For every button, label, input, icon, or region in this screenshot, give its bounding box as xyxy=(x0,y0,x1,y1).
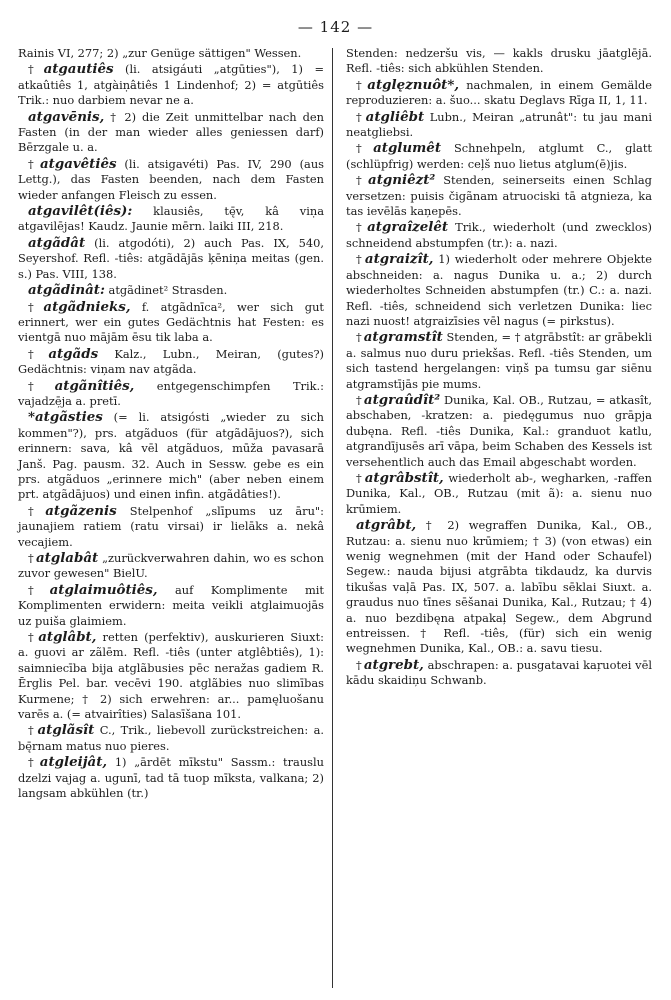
obsolete-marker: † xyxy=(28,62,42,77)
obsolete-marker: † xyxy=(28,723,36,738)
entry-text: (li. atsigáuti „atgūties"), 1) = atkaûtiês 1, atgàiṇâtiês 1 Lindenhof; 2) = atgūtiês Trik.: nuo darbiem nevar ne a. xyxy=(18,62,324,108)
headword: atgãdinât: xyxy=(28,282,105,299)
entry-text: auf Komplimente mit Komplimenten erwidern: meita veikli atglaimuojās uz puiša glaimiem. xyxy=(18,582,324,628)
headword: atgãds xyxy=(48,345,99,362)
headword: atgleijât, xyxy=(39,754,108,771)
headword: atgavēnis, xyxy=(28,108,105,125)
headword: atgniêzt² xyxy=(368,172,436,189)
entry-text: Schnehpeln, atglumt C., glatt (schlüpfrig) werden: ceļš nuo lietus atglum(ē)jis. xyxy=(346,141,652,171)
headword: atgrâbt, xyxy=(356,517,417,534)
dictionary-entry xyxy=(18,46,324,61)
obsolete-marker: † xyxy=(356,470,363,485)
dictionary-entry xyxy=(18,551,324,582)
obsolete-marker: † xyxy=(28,156,38,171)
dictionary-entry xyxy=(18,236,324,282)
dictionary-entry xyxy=(18,379,324,410)
obsolete-marker: † xyxy=(28,551,34,565)
obsolete-marker: † xyxy=(356,252,363,267)
entry-text: f. atgãdnīca², wer sich gut erinnert, wer ein gutes Gedächtnis hat Festen: es vientgā nuo mājām ēsu tik laba a. xyxy=(18,299,324,345)
obsolete-marker: † xyxy=(356,109,364,124)
entry-text: Lubn., Meiran „atrunât": tu jau mani neatgliebsi. xyxy=(346,109,653,140)
entry-text: abschrapen: a. pusgatavai kaŗuotei vēl kādu skaidiņu Schwanb. xyxy=(346,657,652,688)
headword: atgãnîtiês, xyxy=(54,377,135,394)
entry-text: † 2) wegraffen Dunika, Kal., OB., Rutzau: a. sienu nuo krūmiem; † 3) (von etwas) ein wenig wegnehmen (mit der Hand oder Schaufel) Segew.: nauda bijusi atgrābta tikdaudz, ka durvis tikušas vaļā Pas. IX, 507. a. labību sēklai Siuxt. a. graudus nuo tīnes sēšanai Dunika, Kal., Rutzau; † 4) a. nuo bezdibęna atpakaļ Segew., dem Abgrund entreissen. † Refl. -tiês, (für) sich ein wenig wegnehmen Dunika, Kal., OB.: a. savu tiesu. xyxy=(346,518,652,656)
dictionary-entry xyxy=(346,518,652,657)
headword: atglumêt xyxy=(373,140,441,157)
obsolete-marker: † xyxy=(356,141,372,156)
entry-text: klausiês, tę̄v, kâ viṇa atgavilējas! Kaudz. Jaunie mērn. laiki III, 218. xyxy=(18,204,324,234)
dictionary-entry xyxy=(346,110,652,141)
obsolete-marker: † xyxy=(28,378,53,393)
headword: atgavilêt(iês): xyxy=(28,203,133,220)
entry-text: Kalz., Lubn., Meiran, (gutes?) Gedächtnis: viņam nav atgãda. xyxy=(18,346,325,377)
entry-text: Stenden: nedzeršu vis, — kakls drusku jāatglējā. Refl. -tiês: sich abkühlen Stenden. xyxy=(346,46,652,76)
obsolete-marker: † xyxy=(28,582,48,597)
dictionary-entry xyxy=(18,755,324,801)
headword: atglęznuôt*, xyxy=(367,76,459,93)
headword: atgrebt, xyxy=(363,656,424,673)
dictionary-entry xyxy=(346,220,652,251)
obsolete-marker: † xyxy=(356,173,367,188)
entry-text: atgãdinet² Strasden. xyxy=(104,283,228,298)
dictionary-entry xyxy=(18,630,324,722)
headword: atgãzenis xyxy=(45,502,117,519)
headword: atgautiês xyxy=(43,61,114,78)
dictionary-entry xyxy=(346,330,652,392)
entry-text: (= li. atsigósti „wieder zu sich kommen"?), prs. atgãduos (für atgãdājuos?), sich erinnern: sava, kâ vēl atgãduos, mūža pavasarā Janš. Pag. pausm. 32. Auch in Sessw. gebe es ein prs. atgãduos „erinnere mich" (aber neben einem prt. atgãdājuos) und einen infin. atgãdâties!). xyxy=(18,410,324,502)
headword: atgãdât xyxy=(28,234,86,251)
obsolete-marker: † xyxy=(356,657,362,672)
dictionary-entry xyxy=(18,504,324,550)
headword: atgliêbt xyxy=(365,108,425,125)
page-number: — 142 — xyxy=(297,18,374,36)
dictionary-entry xyxy=(18,110,324,156)
entry-text: Trik., wiederholt (und zwecklos) schneidend abstumpfen (tr.): a. nazi. xyxy=(346,220,652,250)
left-column xyxy=(18,46,324,803)
entry-text: „zurückverwahren dahin, wo es schon zuvor gewesen" BielU. xyxy=(18,551,324,581)
headword: atgramstît xyxy=(363,329,443,346)
headword: atgãdnieks, xyxy=(43,298,131,315)
obsolete-marker: † xyxy=(356,330,362,345)
entry-text: wiederholt ab-, wegharken, -raffen Dunika, Kal., OB., Rutzau (mit ã): a. sienu nuo krūmiem. xyxy=(346,470,652,516)
obsolete-marker: † xyxy=(28,503,44,518)
column-divider xyxy=(332,48,333,988)
entry-text: retten (perfektiv), auskurieren Siuxt: a. guovi ar zãlēm. Refl. -tiês (unter atglêbtiês), 1): saimniecība bija atglãbusies pēc neražas gadiem R. Ērglis Pel. bar. vecēvi 190. atglãbies nuo slimības Kurmene; † 2) sich erwehren: ar... pamęluošanu varēs a. (= atvairîties) Salasīšana 101. xyxy=(18,630,324,722)
dictionary-entry xyxy=(346,252,652,329)
dictionary-entry xyxy=(346,173,652,219)
dictionary-entry xyxy=(18,300,324,346)
entry-text: (li. atsigavéti) Pas. IV, 290 (aus Lettg.), das Fasten beenden, nach dem Fasten wieder anfangen Fleisch zu essen. xyxy=(18,156,324,202)
headword: atgrâbstît, xyxy=(364,469,444,486)
entry-text: Rainis VI, 277; 2) „zur Genüge sättigen" Wessen. xyxy=(18,46,302,60)
entry-text: Stelpenhof „slīpums uz āru": jaunajiem ratiem (ratu virsai) ir lielāks a. nekâ vecajiem. xyxy=(18,503,324,549)
headword: atgavêtiês xyxy=(39,155,117,172)
entry-text: C., Trik., liebevoll zurückstreichen: a. bę̄rnam matus nuo pieres. xyxy=(18,723,324,753)
headword: atglabât xyxy=(35,550,99,566)
dictionary-entry xyxy=(18,157,324,203)
headword: atglâbt, xyxy=(38,629,97,646)
headword: atgraizît, xyxy=(364,251,434,268)
dictionary-entry xyxy=(18,62,324,108)
dictionary-entry xyxy=(346,78,652,109)
dictionary-entry xyxy=(346,471,652,517)
obsolete-marker: † xyxy=(28,346,47,361)
entry-text: nachmalen, in einem Gemälde reproduzieren: a. šuo... skatu Deglavs Rīga II, 1, 11. xyxy=(346,77,652,108)
entry-text: Stenden, = † atgrābstît: ar grābekli a. salmus nuo duru priekšas. Refl. -tiês Stenden, um sich tastend hergelangen: viņš pa tumsu gar siēnu atgramstījās pie mums. xyxy=(346,330,652,391)
headword: atglãsît xyxy=(37,722,95,739)
dictionary-entry xyxy=(18,410,324,502)
dictionary-entry xyxy=(18,204,324,235)
obsolete-marker: † xyxy=(356,220,366,235)
dictionary-entry xyxy=(346,658,652,689)
entry-text: Stenden, seinerseits einen Schlag versetzen: puisis čigãnam atruociski tā atgnieza, ka tas ievēlās kaņepēs. xyxy=(346,173,652,219)
dictionary-entry xyxy=(346,393,652,470)
right-column xyxy=(346,46,652,690)
obsolete-marker: † xyxy=(28,630,37,645)
entry-text: 1) wiederholt oder mehrere Objekte abschneiden: a. nagus Dunika u. a.; 2) durch wiederholtes Schneiden abstumpfen (tr.) C.: a. nazi. Refl. -tiês, schneidend sich verletzen Dunika: liec nazi nuost! atgraizīsies vēl nagus (= pirkstus). xyxy=(346,252,652,328)
dictionary-entry xyxy=(18,723,324,754)
dictionary-entry xyxy=(346,46,652,77)
entry-text: entgegenschimpfen Trik.: vajadzē̦ja a. pretī. xyxy=(18,378,324,408)
obsolete-marker: † xyxy=(28,755,38,770)
entry-text: Dunika, Kal. OB., Rutzau, = atkasît, abschaben, -kratzen: a. piedęgumus nuo grāpja dubęna. Refl. -tiês Dunika, Kal.: granduot katlu, atgrandījusēs arī vāpa, beim Schaben des Kessels ist versehentlich auch das Email abgeschabt worden. xyxy=(346,392,652,469)
dictionary-entry xyxy=(18,583,324,629)
dictionary-entry xyxy=(346,141,652,172)
headword: atglaimuôtiês, xyxy=(49,581,158,598)
obsolete-marker: † xyxy=(356,77,366,92)
entry-text: † 2) die Zeit unmittelbar nach den Fasten (in der man wieder alles geniessen darf) Bērzgale u. a. xyxy=(18,109,324,155)
entry-text: (li. atgodóti), 2) auch Pas. IX, 540, Seyershof. Refl. -tiês: atgãdājās ķēniņa meitas (gen. s.) Pas. VIII, 138. xyxy=(18,235,324,281)
entry-text: 1) „ārdēt mīkstu" Sassm.: trauslu dzelzi vajag a. ugunī, tad tā tuop mīksta, valkana; 2) langsam abkühlen (tr.) xyxy=(18,755,324,801)
headword: atgraûdît² xyxy=(363,391,441,408)
dictionary-entry xyxy=(18,283,324,298)
headword: atgraîzelêt xyxy=(367,219,449,236)
obsolete-marker: † xyxy=(28,299,42,314)
headword: *atgãsties xyxy=(28,409,103,426)
obsolete-marker: † xyxy=(356,392,362,407)
dictionary-entry xyxy=(18,347,324,378)
